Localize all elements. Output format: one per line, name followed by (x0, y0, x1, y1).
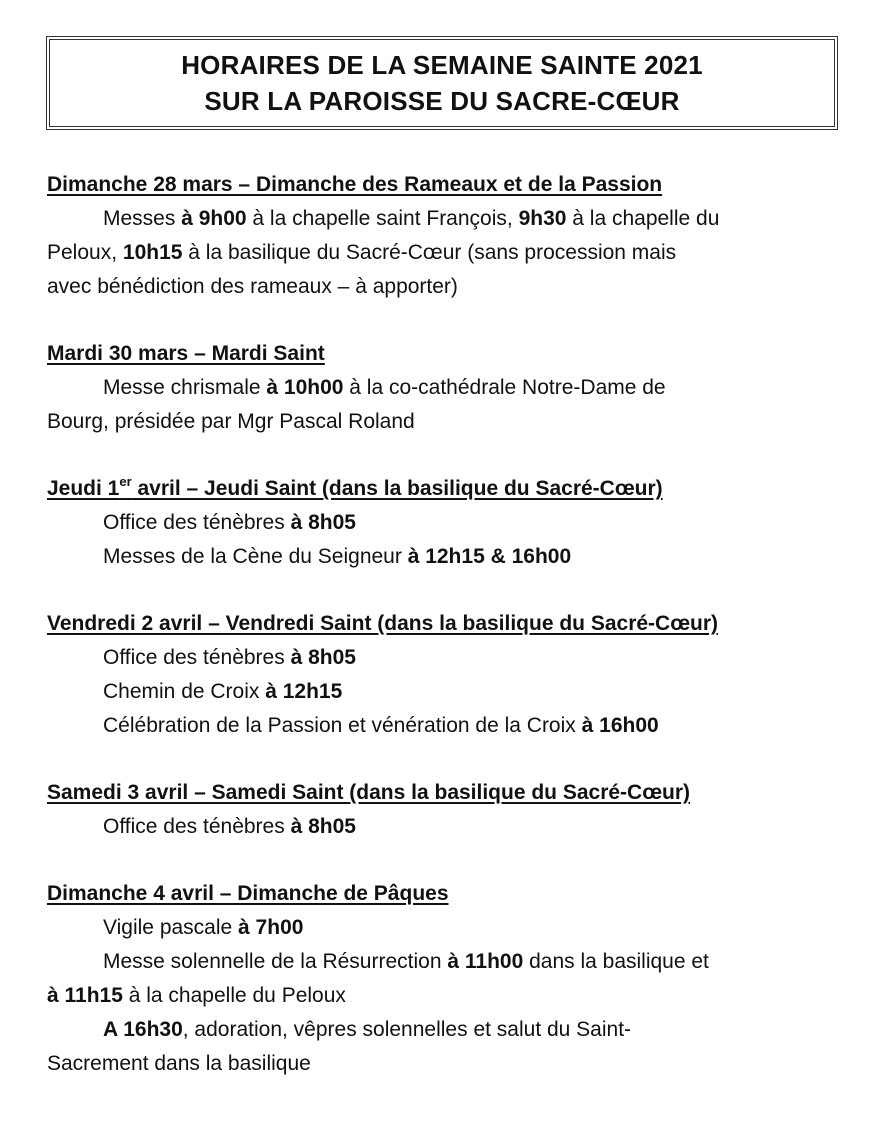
text: Célébration de la Passion et vénération de la Croix (103, 714, 582, 737)
schedule-line (47, 270, 847, 304)
time: à 11h15 (47, 984, 123, 1007)
text: Office des ténèbres (103, 646, 291, 669)
text: dans la basilique et (523, 950, 709, 973)
time: à 8h05 (290, 815, 356, 838)
section-heading (47, 472, 847, 506)
text: à la chapelle saint François, (246, 207, 519, 230)
section-palm-sunday (47, 168, 847, 304)
text: Messes de la Cène du Seigneur (103, 545, 408, 568)
schedule-line (47, 911, 847, 945)
time: 9h30 (518, 207, 567, 230)
schedule-sections (47, 168, 847, 1114)
text: Messes (103, 207, 182, 230)
section-heading: Vendredi 2 avril – Vendredi Saint (dans la basilique du Sacré-Cœur) (47, 612, 719, 635)
section-heading: Mardi 30 mars – Mardi Saint (47, 342, 325, 365)
text: Messe chrismale (103, 376, 267, 399)
heading-text: Jeudi 1 (47, 477, 120, 500)
schedule-line (47, 641, 847, 675)
heading-text: avril – Jeudi Saint (dans la basilique du Sacré-Cœur) (131, 477, 663, 500)
section-holy-tuesday (47, 337, 847, 439)
schedule-line (47, 709, 847, 743)
text: Peloux, (47, 241, 123, 264)
text: à la chapelle du (566, 207, 720, 230)
text: Bourg, présidée par Mgr Pascal Roland (47, 410, 415, 433)
time: à 9h00 (181, 207, 247, 230)
text: Vigile pascale (103, 916, 239, 939)
schedule-line (47, 945, 847, 979)
text: Sacrement dans la basilique (47, 1052, 311, 1075)
text: Messe solennelle de la Résurrection (103, 950, 448, 973)
schedule-line (47, 202, 847, 236)
schedule-line (47, 1047, 847, 1081)
section-heading: Dimanche 28 mars – Dimanche des Rameaux et de la Passion (47, 173, 663, 196)
time: à 11h00 (447, 950, 524, 973)
schedule-line (47, 540, 847, 574)
time: à 10h00 (266, 376, 344, 399)
text: Chemin de Croix (103, 680, 266, 703)
time: à 8h05 (290, 646, 356, 669)
time: à 12h15 & 16h00 (407, 545, 572, 568)
text: avec bénédiction des rameaux – à apporter) (47, 275, 458, 298)
schedule-line (47, 506, 847, 540)
time: à 12h15 (265, 680, 343, 703)
schedule-line (47, 236, 847, 270)
section-heading: Samedi 3 avril – Samedi Saint (dans la basilique du Sacré-Cœur) (47, 781, 691, 804)
time: à 16h00 (581, 714, 659, 737)
schedule-line (47, 1013, 847, 1047)
title-line-1: HORAIRES DE LA SEMAINE SAINTE 2021 (181, 50, 703, 80)
text: à la chapelle du Peloux (122, 984, 346, 1007)
text: Office des ténèbres (103, 815, 291, 838)
time: 10h15 (122, 241, 183, 264)
title-line-2: SUR LA PAROISSE DU SACRE-CŒUR (204, 86, 680, 116)
schedule-line (47, 675, 847, 709)
heading-superscript: er (119, 474, 132, 489)
time: à 8h05 (290, 511, 356, 534)
title-box (46, 36, 838, 130)
time: A 16h30 (103, 1018, 183, 1041)
schedule-line (47, 405, 847, 439)
time: à 7h00 (238, 916, 304, 939)
schedule-line (47, 810, 847, 844)
text: , adoration, vêpres solennelles et salut du Saint- (182, 1018, 632, 1041)
section-good-friday (47, 607, 847, 743)
text: à la co-cathédrale Notre-Dame de (343, 376, 666, 399)
section-heading: Dimanche 4 avril – Dimanche de Pâques (47, 882, 449, 905)
section-easter-sunday (47, 877, 847, 1081)
text: à la basilique du Sacré-Cœur (sans procession mais (182, 241, 677, 264)
schedule-line (47, 371, 847, 405)
section-holy-thursday (47, 472, 847, 574)
schedule-line (47, 979, 847, 1013)
section-holy-saturday (47, 776, 847, 844)
text: Office des ténèbres (103, 511, 291, 534)
